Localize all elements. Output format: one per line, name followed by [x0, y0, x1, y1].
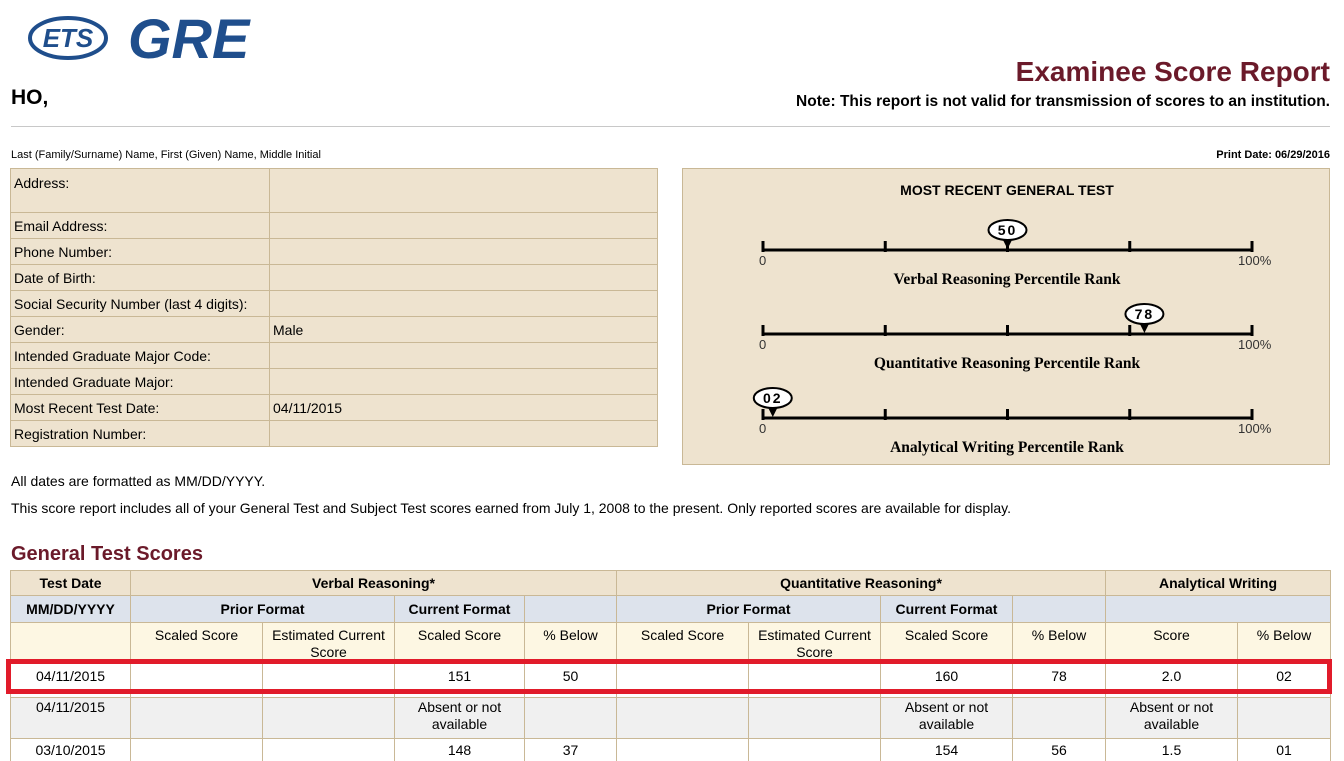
info-label: Registration Number: [11, 421, 270, 447]
score-cell-w-score: 1.5 [1106, 739, 1238, 761]
info-value [270, 213, 658, 239]
percentile-marker-label: 02 [762, 390, 783, 406]
subcol-verbal-pct-below: % Below [525, 623, 617, 662]
info-value: 04/11/2015 [270, 395, 658, 421]
score-cell-w-pct: 02 [1238, 662, 1331, 698]
score-cell-w-score: Absent or not available [1106, 698, 1238, 739]
info-label: Intended Graduate Major Code: [11, 343, 270, 369]
subcol-blank [11, 623, 131, 662]
report-title: Examinee Score Report [1015, 56, 1330, 87]
axis-min-label: 0 [759, 337, 767, 352]
score-cell-q-cur-scaled: Absent or not available [881, 698, 1013, 739]
info-value [270, 265, 658, 291]
score-cell-q-pct: 78 [1013, 662, 1106, 698]
col-date-format: MM/DD/YYYY [11, 596, 131, 623]
info-row [11, 395, 658, 421]
info-row [11, 343, 658, 369]
name-format-label: Last (Family/Surname) Name, First (Given) Name, Middle Initial [11, 149, 321, 161]
percentile-marker-pointer [1139, 323, 1149, 333]
percentile-series-name: Analytical Writing Percentile Rank [890, 439, 1124, 456]
info-label: Address: [11, 169, 270, 213]
subcol-verbal-current-scaled: Scaled Score [395, 623, 525, 662]
percentile-marker-label: 50 [997, 222, 1018, 238]
score-cell-q-cur-scaled: 154 [881, 739, 1013, 761]
score-cell-v-pct: 50 [525, 662, 617, 698]
col-quant-prior-format: Prior Format [617, 596, 881, 623]
score-cell-q-pct [1013, 698, 1106, 739]
score-cell-date: 03/10/2015 [11, 739, 131, 761]
info-value [270, 369, 658, 395]
info-label: Gender: [11, 317, 270, 343]
info-label: Most Recent Test Date: [11, 395, 270, 421]
info-value [270, 343, 658, 369]
info-row [11, 291, 658, 317]
percentile-chart [683, 169, 1331, 466]
score-cell-v-prior-est [263, 739, 395, 761]
general-test-scores-title: General Test Scores [11, 543, 203, 565]
subcol-quant-prior-estimated: Estimated Current Score [749, 623, 881, 662]
score-cell-w-pct [1238, 698, 1331, 739]
axis-max-label: 100% [1238, 253, 1272, 268]
score-cell-q-pct: 56 [1013, 739, 1106, 761]
info-value [270, 291, 658, 317]
score-cell-q-prior-est [749, 698, 881, 739]
percentile-marker-pointer [1003, 239, 1013, 249]
info-row [11, 369, 658, 395]
percentile-series-name: Verbal Reasoning Percentile Rank [893, 271, 1121, 288]
col-test-date: Test Date [11, 571, 131, 596]
percentile-chart-panel [682, 168, 1330, 465]
score-cell-v-prior-est [263, 698, 395, 739]
subcol-quant-current-scaled: Scaled Score [881, 623, 1013, 662]
score-cell-q-prior-est [749, 662, 881, 698]
score-cell-q-prior-est [749, 739, 881, 761]
col-quant-blank [1013, 596, 1106, 623]
score-cell-v-cur-scaled: Absent or not available [395, 698, 525, 739]
info-value [270, 239, 658, 265]
info-value: Male [270, 317, 658, 343]
info-label: Social Security Number (last 4 digits): [11, 291, 270, 317]
info-value [270, 169, 658, 213]
col-verbal-prior-format: Prior Format [131, 596, 395, 623]
general-test-scores-table [10, 570, 1331, 761]
score-cell-date: 04/11/2015 [11, 698, 131, 739]
score-cell-date: 04/11/2015 [11, 662, 131, 698]
score-row [11, 739, 1331, 761]
info-value [270, 421, 658, 447]
col-quant-current-format: Current Format [881, 596, 1013, 623]
info-label: Intended Graduate Major: [11, 369, 270, 395]
subcol-quant-prior-scaled: Scaled Score [617, 623, 749, 662]
score-cell-v-prior-scaled [131, 698, 263, 739]
ets-logo-text: ETS [42, 23, 94, 53]
axis-max-label: 100% [1238, 421, 1272, 436]
info-row [11, 317, 658, 343]
info-row [11, 169, 658, 213]
col-verbal-reasoning: Verbal Reasoning* [131, 571, 617, 596]
axis-min-label: 0 [759, 421, 767, 436]
col-verbal-blank [525, 596, 617, 623]
score-cell-q-cur-scaled: 160 [881, 662, 1013, 698]
percentile-marker-pointer [768, 407, 778, 417]
score-cell-v-pct [525, 698, 617, 739]
col-verbal-current-format: Current Format [395, 596, 525, 623]
header-divider [11, 126, 1330, 127]
examinee-name: HO, [11, 86, 49, 109]
percentile-marker-label: 78 [1134, 306, 1155, 322]
score-scope-note: This score report includes all of your General Test and Subject Test scores earned from July 1, 2008 to the present. Only reported scores are available for display. [11, 500, 1011, 516]
score-row [11, 662, 1331, 698]
score-cell-v-cur-scaled: 148 [395, 739, 525, 761]
info-label: Phone Number: [11, 239, 270, 265]
percentile-series-name: Quantitative Reasoning Percentile Rank [873, 355, 1141, 372]
score-cell-v-cur-scaled: 151 [395, 662, 525, 698]
score-cell-q-prior-scaled [617, 662, 749, 698]
info-row [11, 265, 658, 291]
report-note: Note: This report is not valid for transmission of scores to an institution. [796, 93, 1330, 110]
score-cell-v-prior-est [263, 662, 395, 698]
score-cell-q-prior-scaled [617, 698, 749, 739]
score-cell-w-pct: 01 [1238, 739, 1331, 761]
info-row [11, 213, 658, 239]
subcol-writing-score: Score [1106, 623, 1238, 662]
axis-max-label: 100% [1238, 337, 1272, 352]
examinee-info-table [10, 168, 658, 447]
info-label: Date of Birth: [11, 265, 270, 291]
print-date: Print Date: 06/29/2016 [1216, 149, 1330, 161]
subcol-verbal-prior-estimated: Estimated Current Score [263, 623, 395, 662]
info-label: Email Address: [11, 213, 270, 239]
score-row [11, 698, 1331, 739]
subcol-verbal-prior-scaled: Scaled Score [131, 623, 263, 662]
score-cell-v-prior-scaled [131, 662, 263, 698]
ets-gre-logo [28, 6, 268, 64]
axis-min-label: 0 [759, 253, 767, 268]
score-cell-w-score: 2.0 [1106, 662, 1238, 698]
subcol-quant-pct-below: % Below [1013, 623, 1106, 662]
subcol-writing-pct-below: % Below [1238, 623, 1331, 662]
score-cell-q-prior-scaled [617, 739, 749, 761]
gre-logo-text: GRE [128, 7, 250, 64]
score-cell-v-prior-scaled [131, 739, 263, 761]
info-row [11, 421, 658, 447]
chart-title: MOST RECENT GENERAL TEST [900, 182, 1114, 198]
score-cell-v-pct: 37 [525, 739, 617, 761]
col-quantitative-reasoning: Quantitative Reasoning* [617, 571, 1106, 596]
col-writing-blank [1106, 596, 1331, 623]
date-format-note: All dates are formatted as MM/DD/YYYY. [11, 473, 266, 489]
info-row [11, 239, 658, 265]
col-analytical-writing: Analytical Writing [1106, 571, 1331, 596]
